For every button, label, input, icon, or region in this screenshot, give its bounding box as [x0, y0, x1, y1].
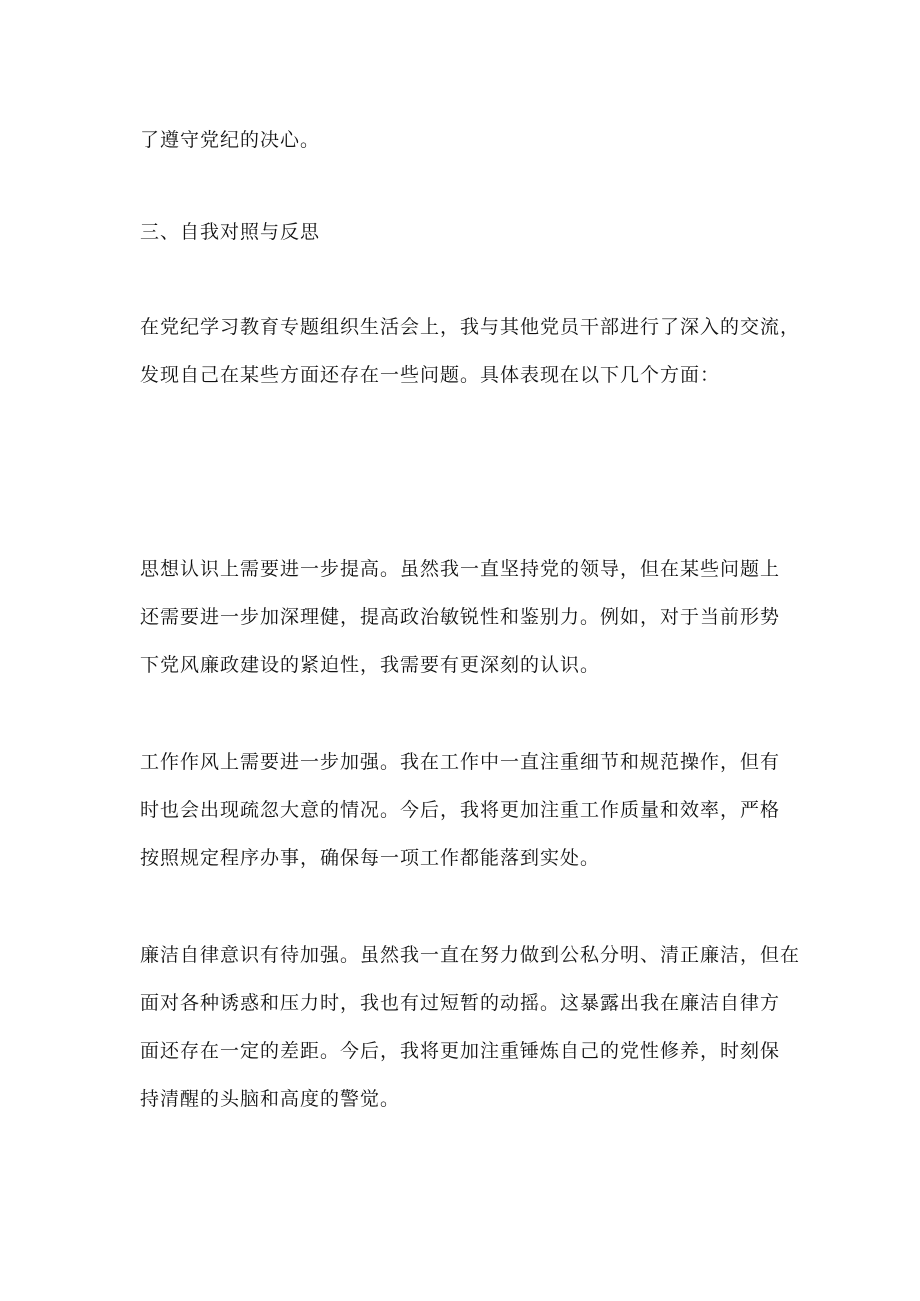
paragraph-1-line-1: 在党纪学习教育专题组织生活会上，我与其他党员干部进行了深入的交流，: [140, 316, 801, 338]
paragraph-2-line-2: 还需要进一步加深理健，提高政治敏锐性和鉴别力。例如，对于当前形势: [140, 606, 781, 628]
paragraph-4-line-1: 廉洁自律意识有待加强。虽然我一直在努力做到公私分明、清正廉洁，但在: [140, 944, 801, 966]
paragraph-4-line-4: 持清醒的头脑和高度的警觉。: [140, 1088, 401, 1110]
paragraph-4-line-3: 面还存在一定的差距。今后，我将更加注重锤炼自己的党性修养，时刻保: [140, 1040, 781, 1062]
paragraph-4-line-2: 面对各种诱惑和压力时，我也有过短暂的动摇。这暴露出我在廉洁自律方: [140, 992, 781, 1014]
paragraph-1-line-2: 发现自己在某些方面还存在一些问题。具体表现在以下几个方面：: [140, 364, 721, 386]
paragraph-3-line-2: 时也会出现疏忽大意的情况。今后，我将更加注重工作质量和效率，严格: [140, 799, 781, 821]
paragraph-3-line-1: 工作作风上需要进一步加强。我在工作中一直注重细节和规范操作，但有: [140, 751, 781, 773]
paragraph-2-line-1: 思想认识上需要进一步提高。虽然我一直坚持党的领导，但在某些问题上: [140, 558, 781, 580]
section-heading: 三、自我对照与反思: [140, 221, 321, 243]
paragraph-2-line-3: 下党风廉政建设的紧迫性，我需要有更深刻的认识。: [140, 654, 601, 676]
paragraph-intro-tail: 了遵守党纪的决心。: [140, 129, 321, 151]
paragraph-3-line-3: 按照规定程序办事，确保每一项工作都能落到实处。: [140, 847, 601, 869]
